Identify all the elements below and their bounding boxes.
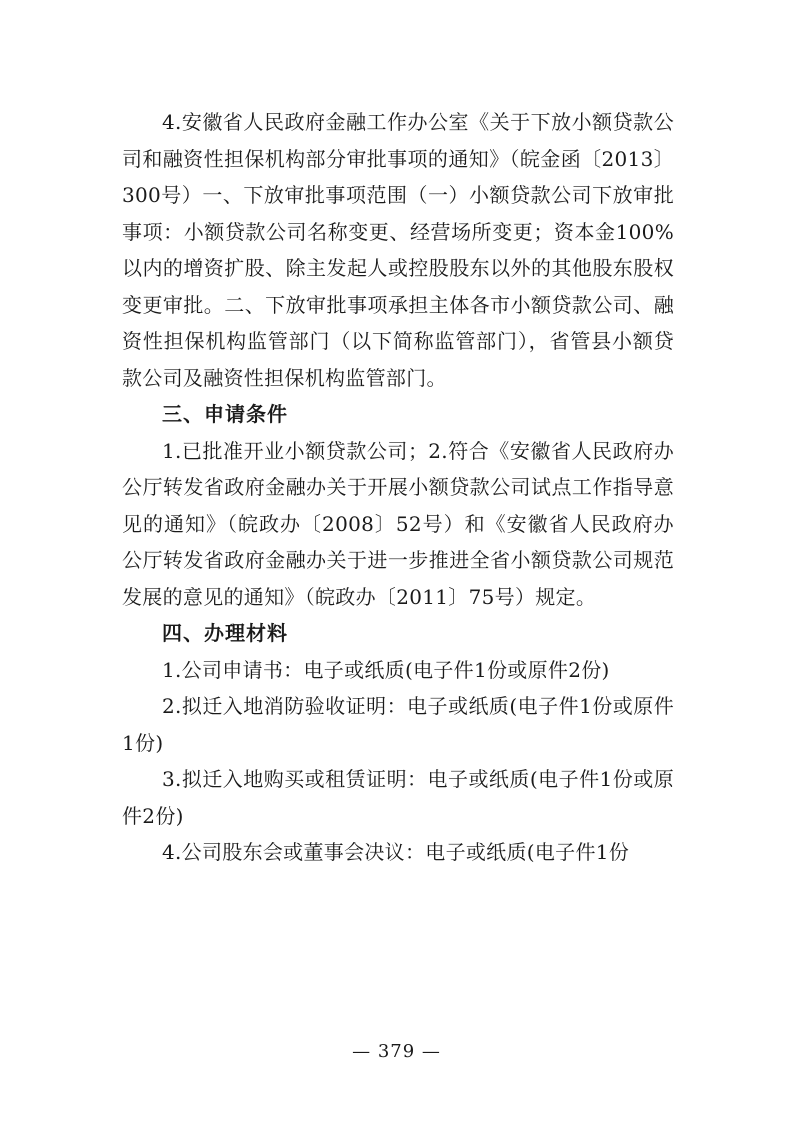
material-item-1: 1.公司申请书：电子或纸质(电子件1份或原件2份) (162, 657, 610, 682)
material-item-3: 3.拟迁入地购买或租赁证明：电子或纸质(电子件1份或原件2份) (122, 767, 674, 828)
page-number: — 379 — (352, 1041, 441, 1062)
document-body (122, 104, 674, 871)
section-heading-application-conditions: 三、申请条件 (162, 402, 288, 426)
material-item-4: 4.公司股东会或董事会决议：电子或纸质(电子件1份 (162, 840, 630, 864)
section-heading-required-materials: 四、办理材料 (162, 621, 288, 645)
paragraph-notice-reference: 4.安徽省人民政府金融工作办公室《关于下放小额贷款公司和融资性担保机构部分审批事项的通知》（皖金函〔2013〕300号）一、下放审批事项范围（一）小额贷款公司下放审批事项：小额贷款公司名称变更、经营场所变更；资本金100%以内的增资扩股、除主发起人或控股股东以外的其他股东股权变更审批。二、下放审批事项承担主体各市小额贷款公司、融资性担保机构监管部门（以下简称监管部门），省管县小额贷款公司及融资性担保机构监管部门。 (122, 110, 674, 390)
paragraph-application-conditions: 1.已批准开业小额贷款公司；2.符合《安徽省人民政府办公厅转发省政府金融办关于开展小额贷款公司试点工作指导意见的通知》（皖政办〔2008〕52号）和《安徽省人民政府办公厅转发省政府金融办关于进一步推进全省小额贷款公司规范发展的意见的通知》（皖政办〔2011〕75号）规定。 (122, 438, 674, 609)
material-item-2: 2.拟迁入地消防验收证明：电子或纸质(电子件1份或原件1份) (122, 694, 674, 755)
